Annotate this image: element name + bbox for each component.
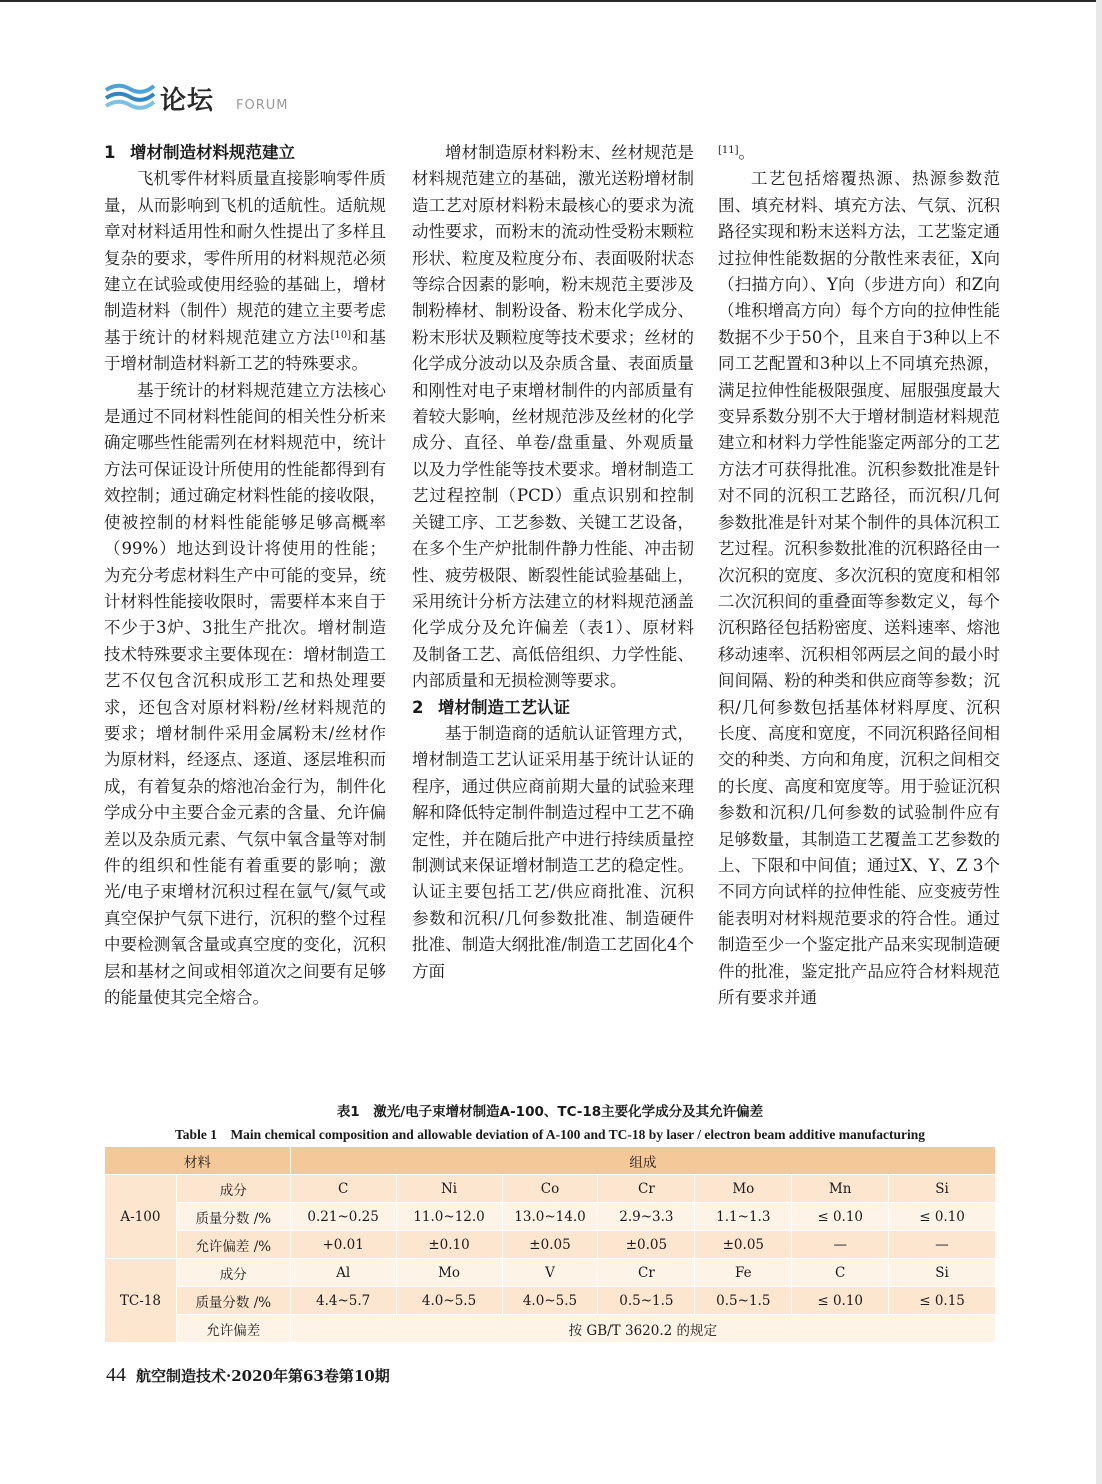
row-label: 成分 [176, 1259, 290, 1287]
material-a100: A-100 [105, 1175, 177, 1259]
cell: C [792, 1259, 889, 1287]
cell: 1.1~1.3 [695, 1203, 792, 1231]
row-label: 成分 [176, 1175, 290, 1203]
section-2-heading: 2 增材制造工艺认证 [412, 697, 570, 717]
cell: V [502, 1259, 598, 1287]
cell: ±0.05 [695, 1231, 792, 1259]
cell: Cr [598, 1259, 695, 1287]
cell: ≤ 0.10 [792, 1203, 889, 1231]
cell: Mo [695, 1175, 792, 1203]
cell: Al [290, 1259, 396, 1287]
column-1 [104, 140, 386, 1011]
table-row [105, 1315, 996, 1343]
table-row [105, 1175, 996, 1203]
column-3 [718, 140, 1000, 1011]
cell: 4.0~5.5 [396, 1287, 502, 1315]
row-label: 允许偏差 /% [176, 1231, 290, 1259]
row-label: 质量分数 /% [176, 1287, 290, 1315]
section-1-paragraph-1: 飞机零件材料质量直接影响零件质量，从而影响到飞机的适航性。适航规章对材料适用性和耐久性提出了多样且复杂的要求，零件所用的材料规范必须建立在试验或使用经验的基础上，增材制造材料（制件）规范的建立主要考虑基于统计的材料规范建立方法[10]和基于增材制造材料新工艺的特殊要求。 [104, 169, 387, 374]
cell: Mn [792, 1175, 889, 1203]
cell: Fe [695, 1259, 792, 1287]
table-caption-en: Table 1 Main chemical composition and allowable deviation of A-100 and TC-18 by laser / electron beam additive manufacturing [175, 1127, 925, 1142]
table-row [105, 1203, 996, 1231]
cell: 2.9~3.3 [598, 1203, 695, 1231]
section-1-paragraph-3: 增材制造原材料粉末、丝材规范是材料规范建立的基础，激光送粉增材制造工艺对原材料粉末最核心的要求为流动性要求，而粉末的流动性受粉末颗粒形状、粒度及粒度分布、表面吸附状态等综合因素的影响，粉末规范主要涉及制粉棒材、制粉设备、粉末化学成分、粉末形状及颗粒度等技术要求；丝材的化学成分波动以及杂质含量、表面质量和刚性对电子束增材制件的内部质量有着较大影响，丝材规范涉及丝材的化学成分、直径、单卷/盘重量、外观质量以及力学性能等技术要求。增材制造工艺过程控制（PCD）重点识别和控制关键工序、工艺参数、关键工艺设备，在多个生产炉批制件静力性能、冲击韧性、疲劳极限、断裂性能试验基础上，采用统计分析方法建立的材料规范涵盖化学成分及允许偏差（表1）、原材料及制备工艺、高低倍组织、力学性能、内部质量和无损检测等要求。 [412, 143, 694, 691]
cell: — [792, 1231, 889, 1259]
citation-10: [10] [330, 329, 352, 341]
cell: ≤ 0.10 [792, 1287, 889, 1315]
wave-logo-icon [104, 80, 156, 114]
citation-11: [11] [718, 145, 739, 156]
table-row [105, 1287, 996, 1315]
section-2-paragraph-1: 基于制造商的适航认证管理方式，增材制造工艺认证采用基于统计认证的程序，通过供应商前期大量的试验来理解和降低特定制件制造过程中工艺不确定性，并在随后批产中进行持续质量控制测试来保证增材制造工艺的稳定性。认证主要包括工艺/供应商批准、沉积参数和沉积/几何参数批准、制造硬件批准、制造大纲批准/制造工艺固化4个方面 [412, 723, 694, 981]
row-label: 质量分数 /% [176, 1203, 290, 1231]
section-2-paragraph-1-cont: [11]。 [718, 143, 756, 162]
cell: 0.5~1.5 [695, 1287, 792, 1315]
page-edge-strip [1096, 0, 1102, 1484]
cell: ±0.05 [502, 1231, 598, 1259]
logo-subtitle: FORUM [236, 98, 289, 113]
cell: Si [889, 1175, 996, 1203]
column-2 [412, 140, 694, 985]
cell: 4.4~5.7 [290, 1287, 396, 1315]
cell: ±0.05 [598, 1231, 695, 1259]
table-header-row [105, 1147, 996, 1175]
cell: ≤ 0.10 [889, 1203, 996, 1231]
cell: ≤ 0.15 [889, 1287, 996, 1315]
section-1-heading: 1 增材制造材料规范建立 [104, 143, 295, 162]
cell: Cr [598, 1175, 695, 1203]
journal-name: 航空制造技术·2020年第63卷第10期 [136, 1367, 390, 1385]
cell: C [290, 1175, 396, 1203]
section-2-paragraph-2: 工艺包括熔覆热源、热源参数范围、填充材料、填充方法、气氛、沉积路径实现和粉末送料方法，工艺鉴定通过拉伸性能数据的分散性来表征，X向（扫描方向）、Y向（步进方向）和Z向（堆积增高方向）每个方向的拉伸性能数据不少于50个，且来自于3种以上不同工艺配置和3种以上不同填充热源，满足拉伸性能极限强度、屈服强度最大变异系数分别不大于增材制造材料规范建立和材料力学性能鉴定两部分的工艺方法才可获得批准。沉积参数批准是针对不同的沉积工艺路径，而沉积/几何参数批准是针对某个制件的具体沉积工艺过程。沉积参数批准的沉积路径由一次沉积的宽度、多次沉积的宽度和相邻二次沉积间的重叠面等参数定义，每个沉积路径包括粉密度、送料速率、熔池移动速率、沉积相邻两层之间的最小时间间隔、粉的种类和供应商等参数；沉积/几何参数包括基体材料厚度、沉积长度、高度和宽度，不同沉积路径间相交的种类、方向和角度，沉积之间相交的长度、高度和宽度等。用于验证沉积参数和沉积/几何参数的试验制件应有足够数量，其制造工艺覆盖工艺参数的上、下限和中间值；通过X、Y、Z 3个不同方向试样的拉伸性能、应变疲劳性能表明对材料规范要求的符合性。通过制造至少一个鉴定批产品来实现制造硬件的批准，鉴定批产品应符合材料规范所有要求并通 [718, 169, 1000, 1007]
cell: Mo [396, 1259, 502, 1287]
cell: 按 GB/T 3620.2 的规定 [290, 1315, 995, 1343]
cell: 0.21~0.25 [290, 1203, 396, 1231]
header-material: 材料 [105, 1147, 291, 1175]
cell: 4.0~5.5 [502, 1287, 598, 1315]
composition-table [104, 1146, 996, 1343]
table-caption-zh: 表1 激光/电子束增材制造A-100、TC-18主要化学成分及其允许偏差 [336, 1104, 764, 1120]
cell: Si [889, 1259, 996, 1287]
row-label: 允许偏差 [176, 1315, 290, 1343]
cell: 11.0~12.0 [396, 1203, 502, 1231]
logo-text: 论坛 [160, 86, 215, 116]
top-rule [0, 0, 1102, 2]
material-tc18: TC-18 [105, 1259, 177, 1343]
section-header [104, 78, 404, 122]
page-footer [106, 1364, 390, 1387]
header-composition: 组成 [290, 1147, 995, 1175]
cell: 0.5~1.5 [598, 1287, 695, 1315]
table-row [105, 1259, 996, 1287]
section-1-paragraph-2: 基于统计的材料规范建立方法核心是通过不同材料性能间的相关性分析来确定哪些性能需列在材料规范中，统计方法可保证设计所使用的性能都得到有效控制；通过确定材料性能的接收限，使被控制的材料性能能够足够高概率（99%）地达到设计将使用的性能；为充分考虑材料生产中可能的变异，统计材料性能接收限时，需要样本来自于不少于3炉、3批生产批次。增材制造技术特殊要求主要体现在：增材制造工艺不仅包含沉积成形工艺和热处理要求，还包含对原材料粉/丝材料规范的要求；增材制件采用金属粉末/丝材作为原材料，经逐点、逐道、逐层堆积而成，有着复杂的熔池冶金行为，制件化学成分中主要合金元素的含量、允许偏差以及杂质元素、气氛中氧含量等对制件的组织和性能有着重要的影响；激光/电子束增材沉积过程在氩气/氦气或真空保护气氛下进行，沉积的整个过程中要检测氧含量或真空度的变化，沉积层和基材之间或相邻道次之间要有足够的能量使其完全熔合。 [104, 380, 386, 1007]
cell: 13.0~14.0 [502, 1203, 598, 1231]
page-number: 44 [106, 1364, 126, 1386]
cell: Co [502, 1175, 598, 1203]
cell: +0.01 [290, 1231, 396, 1259]
cell: ±0.10 [396, 1231, 502, 1259]
cell: — [889, 1231, 996, 1259]
table-row [105, 1231, 996, 1259]
cell: Ni [396, 1175, 502, 1203]
